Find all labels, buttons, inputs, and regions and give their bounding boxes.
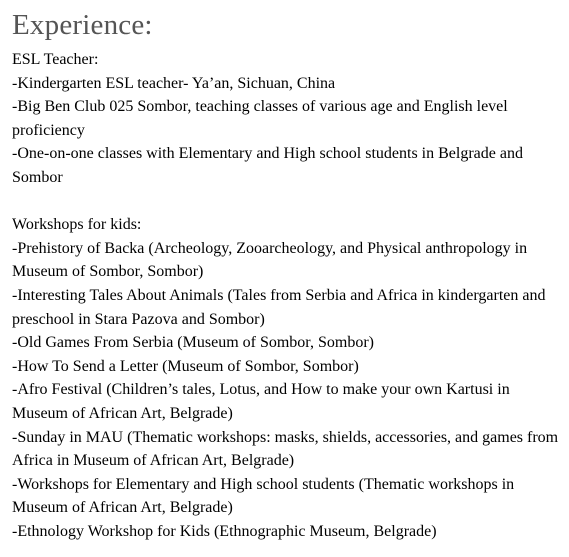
workshops-section-title: Workshops for kids: [12,216,142,234]
document [12,8,562,543]
list-item: -Big Ben Club 025 Sombor, teaching classes of various age and English level proficiency [12,98,508,139]
workshops-section [12,213,562,543]
list-item: -Old Games From Serbia (Museum of Sombor, Sombor) [12,334,374,352]
list-item: -Ethnology Workshop for Kids (Ethnographic Museum, Belgrade) [12,522,437,540]
section-spacer [12,190,562,214]
esl-section-title: ESL Teacher: [12,51,99,68]
list-item: -Prehistory of Backa (Archeology, Zooarcheology, and Physical anthropology in Museum of Sombor, Sombor) [12,239,528,281]
list-item: -Sunday in MAU (Thematic workshops: masks, shields, accessories, and games from Africa in Museum of African Art, Belgrade) [12,428,559,470]
list-item: -Workshops for Elementary and High school students (Thematic workshops in Museum of African Art, Belgrade) [12,475,515,517]
page-title: Experience: [12,9,153,41]
list-item: -Afro Festival (Children’s tales, Lotus, and How to make your own Kartusi in Museum of African Art, Belgrade) [12,381,510,422]
list-item: -How To Send a Letter (Museum of Sombor, Sombor) [12,357,359,375]
esl-section [12,48,562,190]
list-item: -Kindergarten ESL teacher- Ya’an, Sichuan, China [12,74,336,92]
list-item: -Interesting Tales About Animals (Tales from Serbia and Africa in kindergarten and preschool in Stara Pazova and Sombor) [12,286,546,328]
list-item: -One-on-one classes with Elementary and High school students in Belgrade and Sombor [12,145,523,186]
